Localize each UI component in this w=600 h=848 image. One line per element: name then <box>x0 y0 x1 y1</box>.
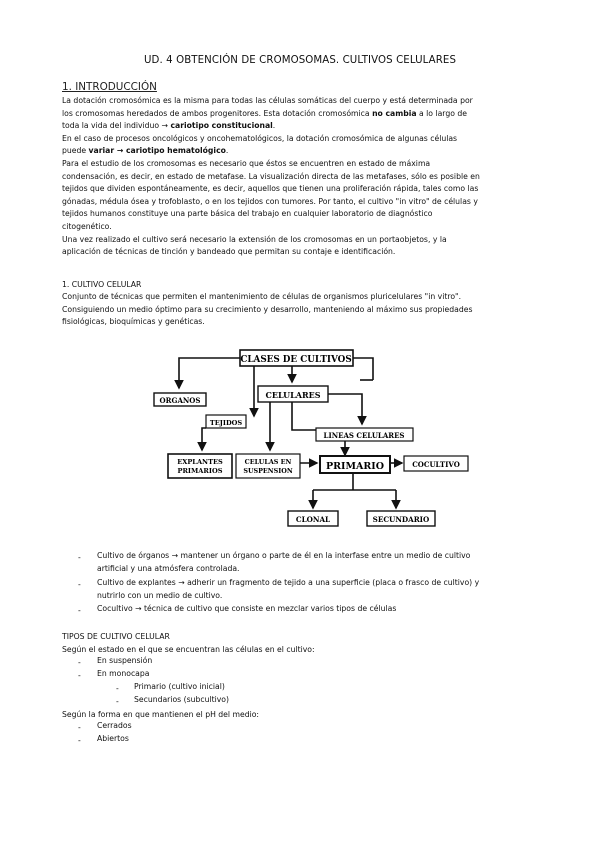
section-heading-cultivo-celular: 1. CULTIVO CELULAR <box>62 280 142 289</box>
text-line: condensación, es decir, en estado de metafase. La visualización directa de las metafases, sólo es posible en <box>62 171 480 181</box>
list-item: Cultivo de órganos → mantener un órgano o parte de él en la interfase entre un medio de cultivo artificial y una atmósfera controlada. <box>97 551 471 573</box>
list-item: Cultivo de explantes → adherir un fragmento de tejido a una superficie (placa o frasco de cultivo) y nutrirlo con un medio de cultivo. <box>97 578 480 600</box>
list-item: Abiertos <box>97 734 129 743</box>
list-item: Cerrados <box>97 721 132 730</box>
text-line: puede variar → cariotipo hematológico. <box>62 146 229 156</box>
text-line: aplicación de técnicas de tinción y bandeado que permitan su contaje e identificación. <box>62 247 396 257</box>
intro-paragraph <box>62 95 542 259</box>
node-label: TEJIDOS <box>209 419 243 427</box>
node-label: PRIMARIOS <box>177 467 223 475</box>
text-line: Conjunto de técnicas que permiten el mantenimiento de células de organismos pluricelulares "in vitro". <box>62 292 462 301</box>
section-heading-introduccion: 1. INTRODUCCIÓN <box>62 81 157 93</box>
list-item: En suspensión <box>97 656 153 665</box>
list-item: Cocultivo → técnica de cultivo que consiste en mezclar varios tipos de células <box>97 604 397 613</box>
list-item: Primario (cultivo inicial) <box>134 682 225 691</box>
text-line: los cromosomas heredados de ambos progenitores. Esta dotación cromosómica no cambia a lo largo de <box>62 108 467 118</box>
node-label: SECUNDARIO <box>372 515 430 524</box>
text-line: Una vez realizado el cultivo será necesario la extensión de los cromosomas en un portaobjetos, y la <box>62 234 447 244</box>
text-line: Según la forma en que mantienen el pH del medio: <box>62 710 260 719</box>
text-line: citogenético. <box>62 221 112 231</box>
text-line: En el caso de procesos oncológicos y oncohematológicos, la dotación cromosómica de algunas células <box>62 133 458 143</box>
text-line: toda la vida del individuo → cariotipo constitucional. <box>62 121 276 131</box>
document-page: UD. 4 OBTENCIÓN DE CROMOSOMAS. CULTIVOS CELULARES 1. INTRODUCCIÓN La dotación cromosómica es la misma para todas las células somáticas del cuerpo y está determinada por los cromosomas heredados de ambos progenitores. Esta dotación cromosómica no cambia a lo largo de toda la vida del individuo → cariotipo constitucional. En el caso de procesos oncológicos y oncohematológicos, la dotación cromosómica de algunas células puede variar → cariotipo hematológico. Para el estudio de los cromosomas es necesario que éstos se encuentren en estado de máxima condensación, es decir, en estado de metafase. La visualización directa de las metafases, sólo es posible en tejidos que dividen espontáneamente, es decir, aquellos que tienen una proliferación rápida, tales como las gónadas, médula ósea y trofoblasto, o en los tejidos con tumores. Por tanto, el cultivo "in vitro" de células y tejidos humanos constituye una parte básica del trabajo en cualquier laboratorio de diagnóstico citogenético. Una vez realizado el cultivo será necesario la extensión de los cromosomas en un portaobjetos, y la aplicación de técnicas de tinción y bandeado que permitan su contaje e identificación. 1. CULTIVO CELULAR Conjunto de técnicas que permiten el mantenimiento de células de organismos pluricelulares "in vitro". Consiguiendo un medio óptimo para su crecimiento y desarrollo, manteniendo al máximo sus propiedades fisiológicas, bioquímicas y genéticas. CLASES DE CULTIVOS ORGANOS TEJIDOS CELULARES LINEAS CELULARES EXPLANTES PRIMARIOS CELULAS EN SUSPENSION PRIMARIO COCULTIVO CLONAL SECUNDARIO - Cultivo de órganos → mantener un órgano o parte de él en la interfase entre un medio de cultivo artificial y una atmósfera controlada. - Cultivo de explantes → adherir un fragmento de tejido a una superficie (placa o frasco de cultivo) y nutrirlo con un medio de cultivo. - Cocultivo → técnica de cultivo que consiste en mezclar varios tipos de células TIPOS DE CULTIVO CELULAR Según el estado en el que se encuentran las células en el cultivo: - En suspensión - En monocapa - Primario (cultivo inicial) - Secundarios (subcultivo) Según la forma en que mantienen el pH del medio: - Cerrados - Abiertos <box>0 0 600 848</box>
list-item: Secundarios (subcultivo) <box>134 695 230 704</box>
cultivo-paragraph <box>62 291 542 329</box>
node-label: CLASES DE CULTIVOS <box>240 355 352 365</box>
document-title: UD. 4 OBTENCIÓN DE CROMOSOMAS. CULTIVOS CELULARES <box>143 55 457 66</box>
text-line: La dotación cromosómica es la misma para todas las células somáticas del cuerpo y está determinada por <box>62 96 473 105</box>
node-label: LINEAS CELULARES <box>323 431 405 440</box>
section-heading-tipos: TIPOS DE CULTIVO CELULAR <box>62 632 170 641</box>
list-item: En monocapa <box>97 669 150 678</box>
text-line: Consiguiendo un medio óptimo para su crecimiento y desarrollo, manteniendo al máximo sus propiedades <box>62 304 473 314</box>
node-label: ORGANOS <box>159 396 201 405</box>
node-label: SUSPENSION <box>243 467 293 475</box>
text-line: Según el estado en el que se encuentran las células en el cultivo: <box>62 645 315 654</box>
node-label: CELULAS EN <box>244 458 292 466</box>
text-line: tejidos que dividen espontáneamente, es decir, aquellos que tienen una proliferación rápida, tales como las <box>62 184 479 194</box>
text-line: tejidos humanos constituye una parte básica del trabajo en cualquier laboratorio de diagnóstico <box>62 209 433 219</box>
node-label: PRIMARIO <box>326 461 384 472</box>
text-line: fisiológicas, bioquímicas y genéticas. <box>62 317 205 327</box>
node-label: COCULTIVO <box>412 460 460 469</box>
text-line: gónadas, médula ósea y trofoblasto, o en los tejidos con tumores. Por tanto, el cultivo "in vitro" de células y <box>62 196 478 206</box>
node-label: EXPLANTES <box>177 458 223 466</box>
node-label: CELULARES <box>265 390 321 400</box>
text-line: Para el estudio de los cromosomas es necesario que éstos se encuentren en estado de máxima <box>62 158 431 168</box>
culture-classes-diagram <box>140 340 470 530</box>
node-label: CLONAL <box>295 515 331 524</box>
